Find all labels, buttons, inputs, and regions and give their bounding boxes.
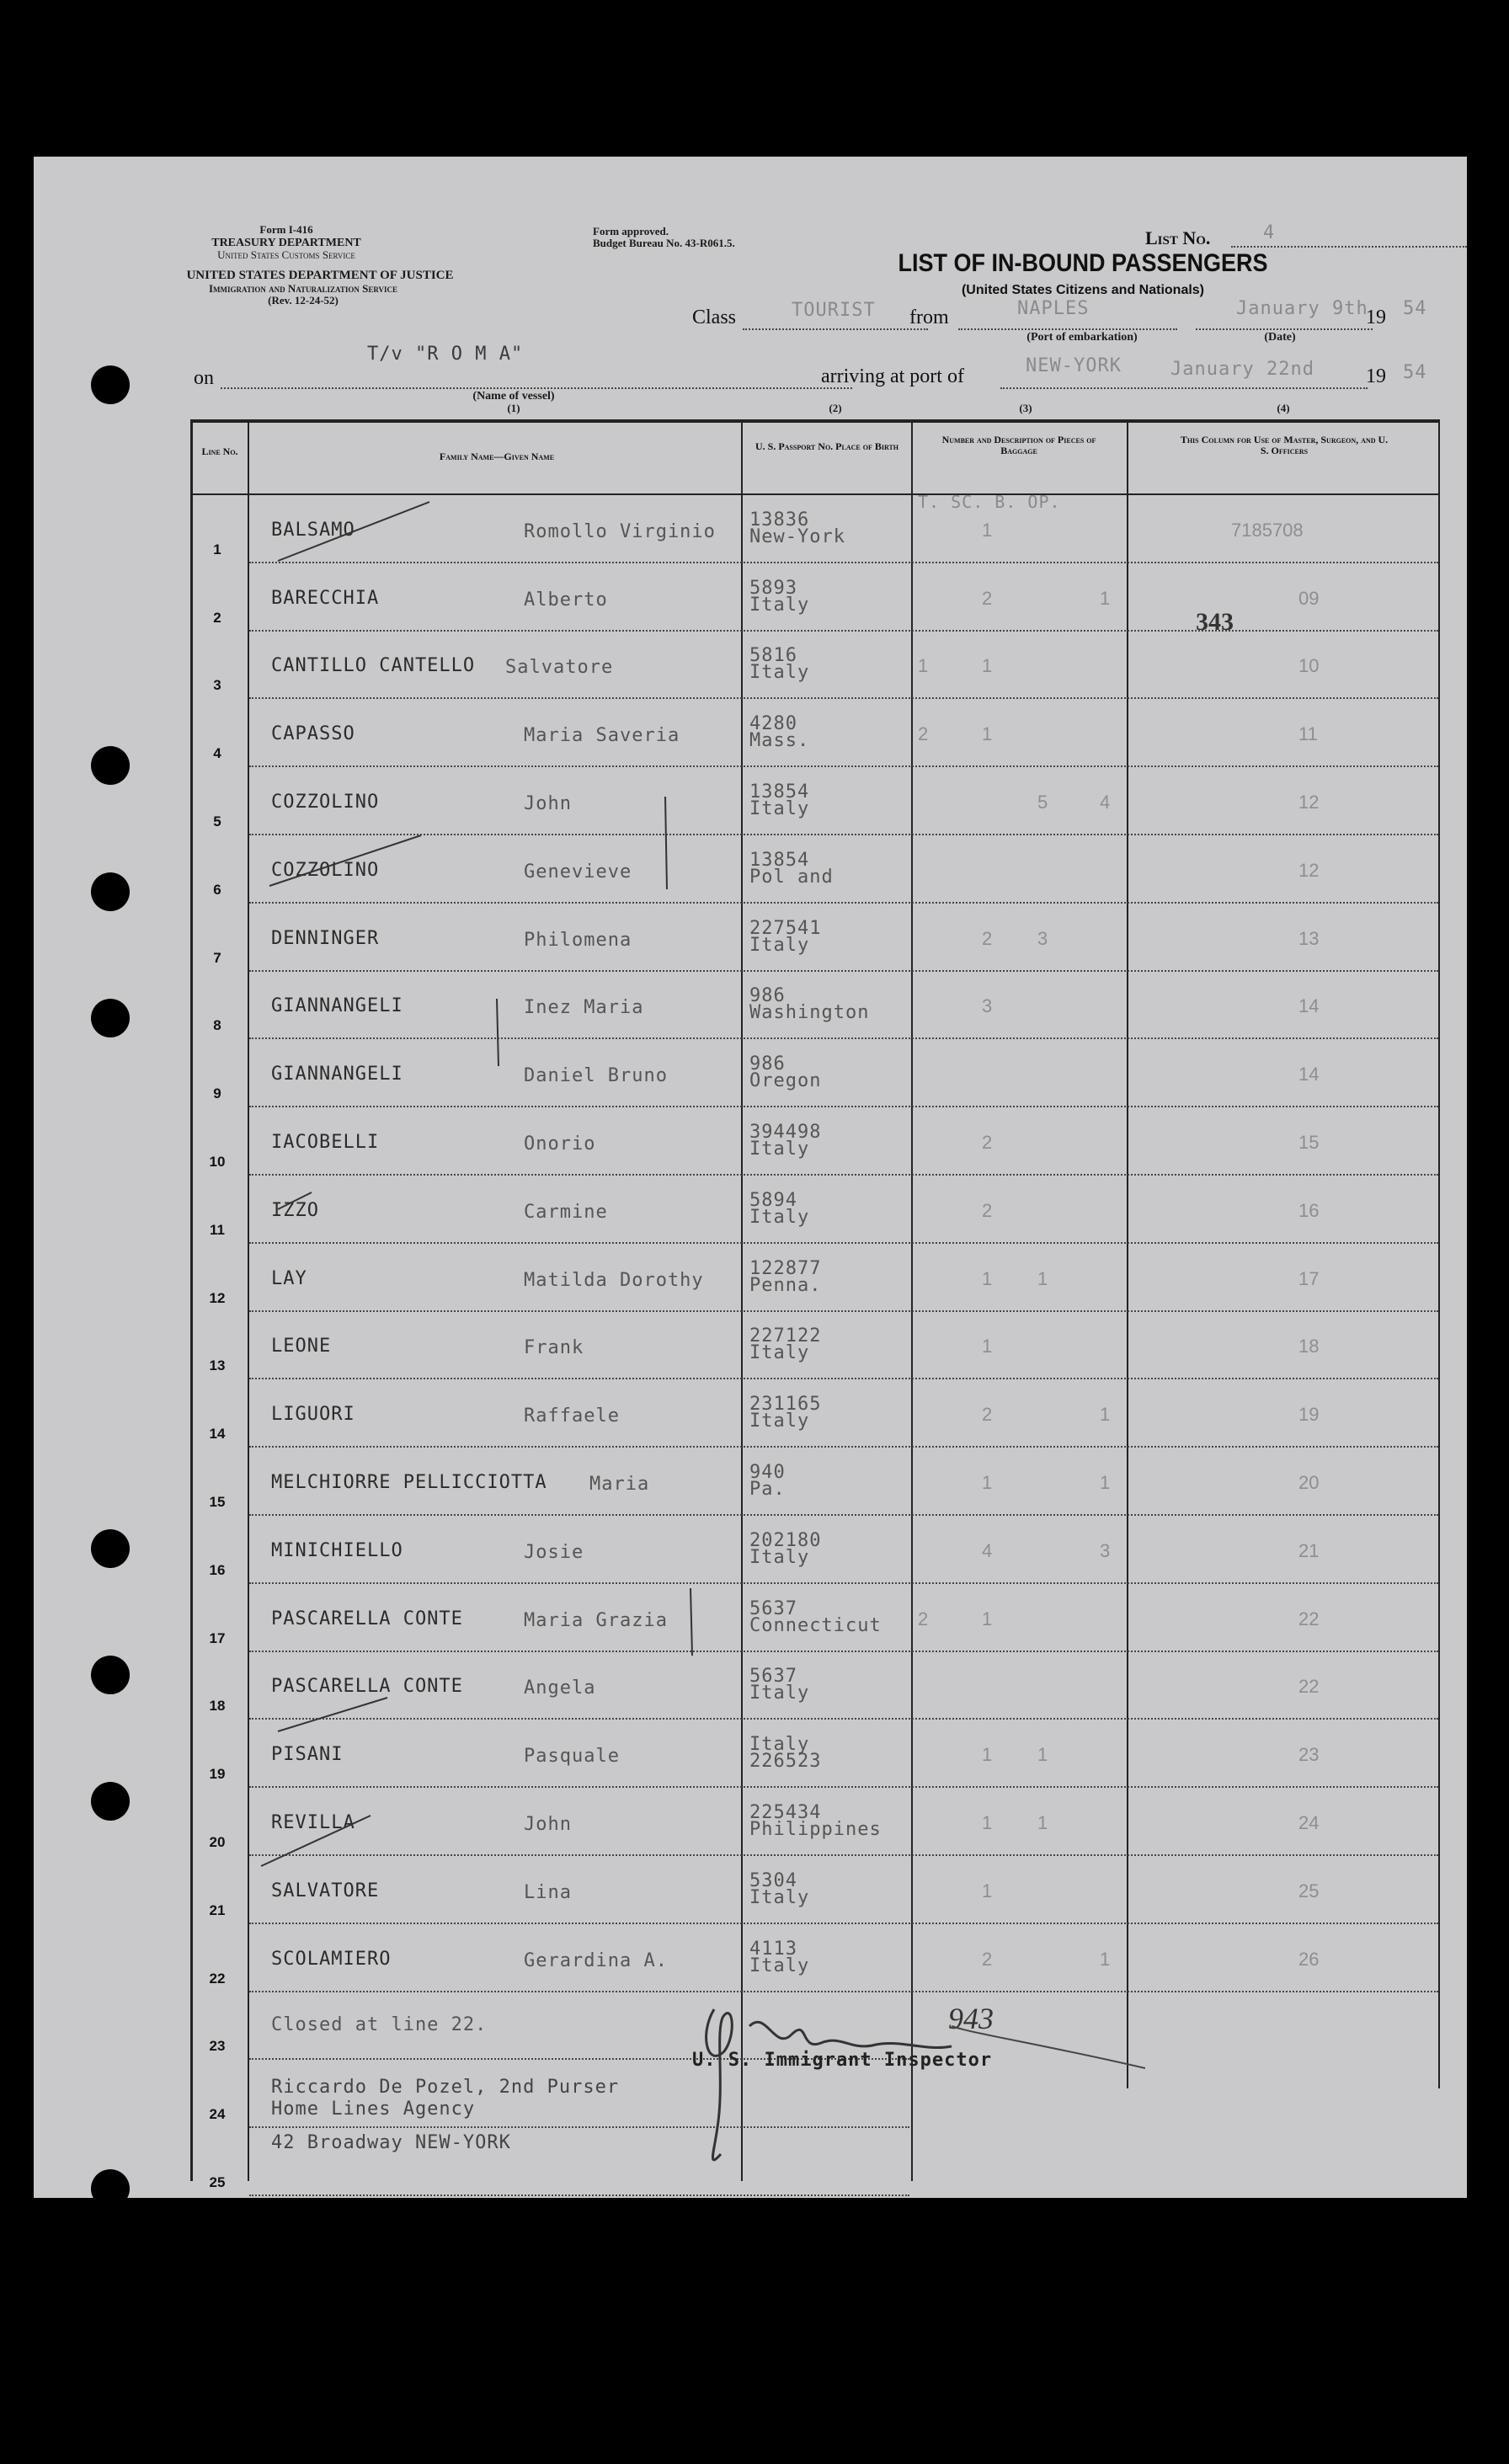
year-prefix-2: 19 [1366,365,1386,387]
line-number: 14 [209,1426,226,1443]
baggage-subheader: T. SC. B. OP. [918,492,1061,512]
given-name: Angela [524,1677,596,1699]
header-officers: This Column for Use of Master, Surgeon, and U. S. Officers [1180,434,1389,456]
family-name: LEONE [271,1336,332,1357]
form-number: Form I-416 [259,223,313,236]
family-name: COZZOLINO [271,792,380,813]
officer-code: 21 [1298,1539,1320,1561]
treasury-dept: TREASURY DEPARTMENT [211,237,361,249]
place-of-birth: Connecticut [749,1614,882,1636]
passport-number: 227541 [749,917,822,939]
officer-code: 14 [1298,1064,1320,1085]
budget-bureau: Budget Bureau No. 43-R061.5. [593,237,735,249]
vessel-label: (Name of vessel) [472,390,555,403]
inspector-mark: 943 [948,2002,994,2035]
officer-code: 22 [1298,1608,1320,1629]
place-of-birth: Italy [749,1546,810,1568]
bag-sc: 1 [982,519,993,541]
justice-dept: UNITED STATES DEPARTMENT OF JUSTICE [186,269,454,282]
family-name: MINICHIELLO [271,1539,403,1561]
passport-number: 5637 [749,1666,797,1688]
bag-sc: 1 [982,1336,993,1357]
bag-sc: 2 [982,587,993,609]
form-page [34,157,1467,2198]
from-value: NAPLES [1017,298,1090,319]
header-passport: U. S. Passport No. Place of Birth [754,440,898,452]
bag-b: 3 [1037,927,1048,949]
line-number: 24 [209,2106,226,2123]
ins-service: Immigration and Naturalization Service [208,282,398,295]
family-name: GIANNANGELI [271,995,403,1017]
place-of-birth: Italy [749,662,810,684]
class-value: TOURIST [792,300,876,321]
port-embarkation-label: (Port of embarkation) [1026,331,1138,344]
given-name: Gerardina A. [524,1949,668,1971]
bag-sc: 4 [982,1539,993,1561]
passport-number: 122877 [749,1257,822,1279]
bag-sc: 1 [982,723,993,745]
bag-sc: 1 [982,1744,993,1766]
officer-code: 11 [1298,723,1318,745]
line-number: 4 [213,745,221,762]
line-number: 12 [209,1289,226,1306]
given-name: Inez Maria [524,997,644,1019]
family-name: MELCHIORRE PELLICCIOTTA [271,1472,547,1493]
place-of-birth: Pa. [749,1479,786,1500]
given-name: John [524,793,572,814]
bag-sc: 2 [982,1948,993,1970]
officer-code: 25 [1298,1880,1320,1901]
col-num-3: (3) [1019,402,1032,414]
bag-sc: 1 [982,1608,993,1629]
passport-number: 4113 [749,1938,797,1960]
family-name: PASCARELLA CONTE [271,1676,463,1698]
col-num-2: (2) [829,402,842,414]
bag-op: 1 [1100,587,1111,609]
family-name: DENNINGER [271,927,380,949]
bag-sc: 2 [982,1199,993,1221]
year-1: 54 [1403,298,1427,319]
given-name: Carmine [524,1201,608,1223]
officer-code: 20 [1298,1472,1320,1493]
agency-address: 42 Broadway NEW-YORK [271,2132,511,2153]
bag-sc: 1 [982,1472,993,1493]
officer-code: 10 [1298,655,1320,677]
line-number: 16 [209,1561,226,1578]
year-prefix-1: 19 [1366,307,1386,328]
line-number: 2 [213,609,221,626]
given-name: Philomena [524,929,632,951]
family-name: PISANI [271,1744,344,1766]
officer-code: 16 [1298,1199,1320,1221]
passport-number: 986 [749,985,786,1007]
bag-op: 1 [1100,1404,1111,1426]
given-name: Onorio [524,1133,596,1155]
family-name: PASCARELLA CONTE [271,1608,463,1629]
bag-b: 1 [1037,1744,1048,1766]
form-approved: Form approved. [593,225,669,237]
bag-t: 2 [918,1608,929,1629]
customs-service: United States Customs Service [217,248,355,261]
bag-op: 1 [1100,1472,1111,1493]
officer-code: 12 [1298,792,1320,813]
line-number: 10 [209,1154,226,1170]
line-number: 25 [209,2174,226,2190]
given-name: Lina [524,1881,572,1903]
passport-number: 231165 [749,1394,822,1416]
passport-number: 940 [749,1462,786,1483]
bag-b: 5 [1037,792,1048,813]
officer-code: 26 [1298,1948,1320,1970]
line-number: 9 [213,1085,221,1102]
officer-code: 23 [1298,1744,1320,1766]
line-number: 22 [209,1970,226,1987]
given-name: Maria Saveria [524,725,680,747]
on-label: on [194,367,214,389]
line-number: 19 [209,1766,226,1783]
place-of-birth: Italy [749,1734,810,1756]
place-of-birth: Italy [749,798,810,819]
passport-number: 227122 [749,1325,822,1347]
place-of-birth: Penna. [749,1274,822,1296]
given-name: Genevieve [524,861,632,883]
list-no-value: 4 [1263,222,1276,243]
line-number: 20 [209,1834,226,1850]
place-of-birth: Italy [749,1955,810,1976]
form-title: LIST OF IN-BOUND PASSENGERS [898,249,1268,277]
place-of-birth: Italy [749,1683,810,1704]
line-number: 1 [213,541,221,557]
form-subtitle: (United States Citizens and Nationals) [961,283,1205,297]
revision-date: (Rev. 12-24-52) [268,294,339,307]
arriving-label: arriving at port of [821,365,964,387]
baggage-stamp: 343 [1196,608,1234,636]
officer-code: 12 [1298,859,1320,881]
place-of-birth: Washington [749,1002,870,1024]
officer-code: 18 [1298,1336,1320,1357]
year-2: 54 [1403,362,1427,383]
place-of-birth: Philippines [749,1819,882,1840]
line-number: 11 [210,1221,225,1238]
officer-code: 22 [1298,1676,1320,1698]
officer-code: 17 [1298,1267,1320,1289]
place-of-birth: Italy [749,1411,810,1432]
passport-number: 394498 [749,1122,822,1143]
vessel-name: T/v "R O M A" [367,344,524,365]
place-of-birth: Italy [749,934,810,956]
class-label: Class [692,307,737,328]
passport-number: 5816 [749,645,797,667]
given-name: Raffaele [524,1405,620,1427]
family-name: CAPASSO [271,723,355,745]
list-no-label: List No. [1145,227,1211,248]
given-name: Alberto [524,589,608,611]
family-name: SALVATORE [271,1880,380,1901]
given-name: Matilda Dorothy [524,1269,704,1291]
passport-number: 5304 [749,1869,797,1891]
arrival-date: January 22nd [1170,359,1314,380]
passport-number: 226523 [749,1751,822,1773]
family-name: LIGUORI [271,1404,355,1426]
place-of-birth: New-York [749,525,845,547]
header-baggage: Number and Description of Pieces of Baggage [941,434,1096,456]
place-of-birth: Mass. [749,730,810,752]
given-name: Maria Grazia [524,1609,668,1631]
bag-sc: 1 [982,1812,993,1833]
agency-name: Home Lines Agency [271,2099,476,2120]
passport-number: 986 [749,1053,786,1075]
given-name: Josie [524,1541,584,1563]
purser-name: Riccardo De Pozel, 2nd Purser [271,2077,620,2098]
bag-b: 1 [1037,1812,1048,1833]
line-number: 15 [209,1494,226,1510]
line-number: 17 [209,1629,226,1646]
family-name: CANTILLO CANTELLO [271,655,476,677]
passport-number: 13854 [749,849,810,871]
bag-t: 1 [918,655,929,677]
family-name: REVILLA [271,1812,355,1833]
bag-op: 1 [1100,1948,1111,1970]
from-label: from [909,307,949,328]
passport-number: 202180 [749,1529,822,1551]
family-name: GIANNANGELI [271,1064,403,1085]
place-of-birth: Italy [749,1886,810,1908]
officer-code: 7185708 [1231,519,1304,541]
family-name: LAY [271,1267,307,1289]
line-number: 5 [213,813,221,829]
bag-op: 3 [1100,1539,1111,1561]
passport-number: 4280 [749,713,797,735]
officer-code: 24 [1298,1812,1320,1833]
place-of-birth: Italy [749,1342,810,1364]
family-name: BALSAMO [271,519,355,541]
header-line-no: Line No. [201,445,238,457]
officer-code: 19 [1298,1404,1320,1426]
officer-code: 14 [1298,995,1320,1017]
passport-number: 5893 [749,577,797,599]
line-number: 18 [209,1698,226,1715]
line-number: 7 [213,949,221,966]
line-number: 23 [209,2038,226,2055]
line-number: 3 [213,677,221,694]
place-of-birth: Italy [749,1139,810,1160]
closed-at-line: Closed at line 22. [271,2014,488,2035]
given-name: Daniel Bruno [524,1065,668,1087]
line-number: 13 [209,1357,226,1374]
place-of-birth: Italy [749,594,810,616]
inspector-label: U. S. Immigrant Inspector [692,2050,993,2071]
place-of-birth: Oregon [749,1070,822,1092]
bag-b: 1 [1037,1267,1048,1289]
line-number: 8 [213,1017,221,1034]
passport-number: 5894 [749,1189,797,1211]
given-name: Maria [589,1474,650,1495]
family-name: BARECCHIA [271,587,380,609]
officer-code: 13 [1298,927,1320,949]
passport-number: 225434 [749,1802,822,1823]
family-name: SCOLAMIERO [271,1948,392,1970]
bag-sc: 1 [982,1267,993,1289]
bag-sc: 2 [982,1404,993,1426]
bag-sc: 2 [982,927,993,949]
officer-code: 15 [1298,1132,1320,1153]
given-name: Frank [524,1337,584,1359]
line-number: 6 [213,881,221,898]
bag-t: 2 [918,723,929,745]
given-name: John [524,1814,572,1835]
header-name: Family Name—Given Name [439,451,555,462]
date-label: (Date) [1264,331,1296,344]
from-date: January 9th [1236,298,1368,319]
vessel-col-num: (1) [507,402,520,414]
col-num-4: (4) [1277,402,1290,414]
bag-sc: 2 [982,1132,993,1153]
bag-op: 4 [1100,792,1111,813]
family-name: IZZO [271,1199,319,1221]
family-name: IACOBELLI [271,1132,380,1153]
given-name: Salvatore [505,657,614,679]
place-of-birth: Italy [749,1206,810,1228]
officer-code: 09 [1298,587,1320,609]
given-name: Pasquale [524,1746,620,1768]
place-of-birth: Pol and [749,866,834,888]
bag-sc: 1 [982,1880,993,1901]
arrival-port: NEW-YORK [1026,355,1122,376]
bag-sc: 3 [982,995,993,1017]
passport-number: 5637 [749,1597,797,1619]
bag-sc: 1 [982,655,993,677]
family-name: COZZOLINO [271,859,380,881]
given-name: Romollo Virginio [524,520,716,542]
pen-marks [34,157,1467,2198]
passport-number: 13854 [749,781,810,803]
passport-number: 13836 [749,509,810,531]
line-number: 21 [209,1901,226,1918]
